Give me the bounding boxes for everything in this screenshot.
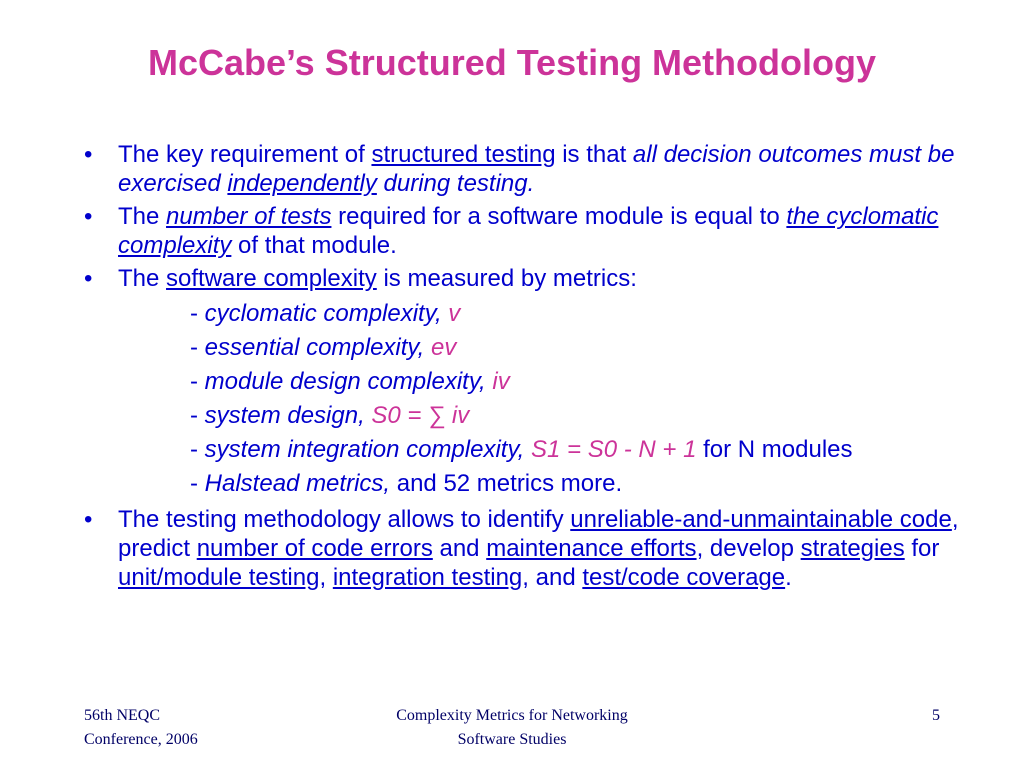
underlined-term: the cyclomatic complexity xyxy=(118,203,939,259)
metric-item xyxy=(84,331,984,365)
page-number: 5 xyxy=(932,707,940,724)
text-run: is measured by metrics: xyxy=(376,265,637,292)
text-run: for xyxy=(904,535,940,562)
underlined-term: structured testing xyxy=(371,141,556,168)
metric-item xyxy=(84,467,984,501)
bullet-marker: • xyxy=(84,203,93,230)
text-run: required for a software module is equal to xyxy=(331,203,787,230)
text-run: is that xyxy=(555,141,633,168)
footer-title: Complexity Metrics for Networking Software Studies xyxy=(396,707,628,748)
metric-name: system design, xyxy=(204,402,372,429)
bullet-marker: • xyxy=(84,141,93,168)
text-run: and xyxy=(432,535,487,562)
underlined-term: unreliable-and-unmaintainable code xyxy=(570,506,952,533)
text-run: , develop xyxy=(696,535,801,562)
footer-conference: 56th NEQC Conference, 2006 xyxy=(84,707,198,748)
text-run: The xyxy=(118,265,167,292)
bullet-marker: • xyxy=(84,265,93,292)
text-run: The key requirement of xyxy=(118,141,372,168)
metric-name: module design complexity, xyxy=(204,368,493,395)
metric-symbol: S1 = S0 - N + 1 xyxy=(531,436,697,463)
underlined-term: integration testing xyxy=(332,564,523,591)
metric-name: essential complexity, xyxy=(204,334,431,361)
metric-dash: - xyxy=(190,368,205,395)
underlined-term: maintenance efforts xyxy=(486,535,697,562)
text-run: , predict xyxy=(118,506,959,562)
underlined-term: strategies xyxy=(800,535,905,562)
metric-suffix: and 52 metrics more. xyxy=(390,470,623,497)
bullet-item xyxy=(84,202,984,260)
italic-phrase: during testing. xyxy=(376,170,535,197)
underlined-term: test/code coverage xyxy=(582,564,786,591)
slide-title: McCabe’s Structured Testing Methodology xyxy=(147,42,877,83)
metric-symbol: v xyxy=(448,300,461,327)
metric-item xyxy=(84,433,984,467)
bullet-marker: • xyxy=(84,506,93,533)
metric-name: Halstead metrics, xyxy=(204,470,391,497)
text-run: . xyxy=(785,564,792,591)
text-run: of that module. xyxy=(231,232,397,259)
metric-item xyxy=(84,399,984,433)
text-run: , and xyxy=(522,564,583,591)
bullet-item xyxy=(84,140,984,198)
bullet-text xyxy=(118,141,954,197)
metric-dash: - xyxy=(190,334,205,361)
metric-suffix: for N modules xyxy=(696,436,853,463)
metric-name: cyclomatic complexity, xyxy=(204,300,449,327)
metric-dash: - xyxy=(190,470,205,497)
metric-dash: - xyxy=(190,300,205,327)
underlined-term: unit/module testing xyxy=(118,564,320,591)
underlined-term: number of tests xyxy=(166,203,332,230)
text-run: The xyxy=(118,203,167,230)
slide-content xyxy=(84,140,984,596)
metric-symbol: S0 = ∑ iv xyxy=(371,402,470,429)
underlined-term: number of code errors xyxy=(196,535,433,562)
bullet-item xyxy=(84,264,984,293)
italic-phrase: all decision outcomes must be exercised xyxy=(118,141,955,197)
underlined-term: software complexity xyxy=(166,265,377,292)
metric-dash: - xyxy=(190,402,205,429)
bullet-text xyxy=(118,506,959,591)
bullet-text xyxy=(118,203,938,259)
metric-dash: - xyxy=(190,436,205,463)
bullet-text xyxy=(118,265,637,292)
metric-symbol: ev xyxy=(430,334,457,361)
underlined-term: independently xyxy=(227,170,377,197)
metric-symbol: iv xyxy=(492,368,510,395)
metric-item xyxy=(84,365,984,399)
text-run: , xyxy=(319,564,333,591)
metric-item xyxy=(84,297,984,331)
bullet-item xyxy=(84,505,984,592)
text-run: The testing methodology allows to identify xyxy=(118,506,571,533)
metric-name: system integration complexity, xyxy=(204,436,532,463)
